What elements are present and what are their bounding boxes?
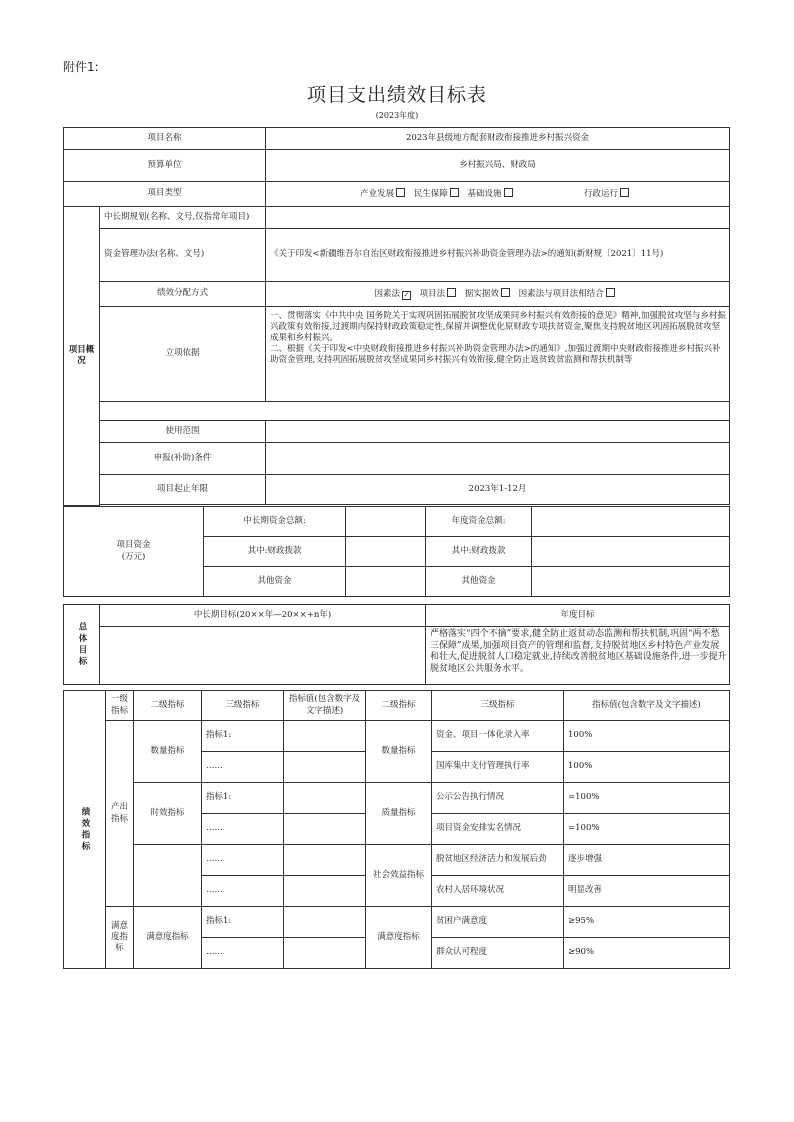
- dist-actual: 据实据效: [464, 288, 499, 299]
- project-name-label: 项目名称: [64, 128, 266, 150]
- type-industry: 产业发展: [360, 188, 395, 199]
- budget-unit-label: 预算单位: [64, 150, 266, 182]
- year-goal-header: 年度目标: [426, 605, 730, 627]
- checkbox-factor[interactable]: [402, 291, 411, 300]
- long-other-value: [346, 567, 426, 597]
- plan-label: 中长期规划(名称、文号,仅指常年项目): [100, 207, 266, 229]
- long-goal-text: [100, 627, 426, 685]
- right-row-4-name: 脱贫地区经济活力和发展后劲: [432, 845, 564, 876]
- indicators-section-cell: [64, 691, 106, 969]
- long-fiscal-label: 其中:财政拨款: [204, 537, 346, 567]
- left-timeliness-dots: ……: [202, 814, 284, 845]
- indicators-table: [63, 690, 730, 969]
- checkbox-infrastructure[interactable]: [504, 188, 513, 197]
- checkbox-project[interactable]: [447, 288, 456, 297]
- project-type-options: [266, 182, 730, 207]
- right-row-2-name: 公示公告执行情况: [432, 783, 564, 814]
- year-total-value: [532, 507, 730, 537]
- long-total-value: [346, 507, 426, 537]
- right-row-1-name: 国库集中支付管理执行率: [432, 752, 564, 783]
- right-satisfaction: 满意度指标: [366, 907, 432, 969]
- h-level1: 一级指标: [106, 691, 134, 721]
- distribution-label: 绩效分配方式: [100, 282, 266, 307]
- dist-combined: 因素法与项目法相结合: [518, 288, 604, 299]
- right-row-0-name: 资金、项目一体化录入率: [432, 721, 564, 752]
- period-value: 2023年1-12月: [266, 475, 730, 505]
- h-value-right: 指标值(包含数字及文字描述): [564, 691, 730, 721]
- right-row-6-value: ≥95%: [564, 907, 730, 938]
- left-satisfaction: 满意度指标: [134, 907, 202, 969]
- plan-value: [266, 207, 730, 229]
- project-info-table: [63, 127, 730, 506]
- funds-label: 项目资金: [116, 540, 151, 551]
- dist-project: 项目法: [419, 288, 446, 299]
- right-row-6-name: 贫困户满意度: [432, 907, 564, 938]
- basis-label: 立项依据: [100, 307, 266, 402]
- project-type-label: 项目类型: [64, 182, 266, 207]
- dist-factor: 因素法: [374, 288, 400, 299]
- long-fiscal-value: [346, 537, 426, 567]
- budget-unit-value: 乡村振兴局、财政局: [266, 150, 730, 182]
- right-row-5-name: 农村人居环境状况: [432, 876, 564, 907]
- page-title: 项目支出绩效目标表: [306, 84, 487, 106]
- right-row-3-value: =100%: [564, 814, 730, 845]
- left-quantity-ind1: 指标1:: [202, 721, 284, 752]
- year-other-value: [532, 567, 730, 597]
- year-fiscal-label: 其中:财政拨款: [426, 537, 532, 567]
- long-total-label: 中长期资金总额:: [204, 507, 346, 537]
- left-quantity: 数量指标: [134, 721, 202, 783]
- h-level2-right: 二级指标: [366, 691, 432, 721]
- overview-section-label: 项目概况: [64, 207, 100, 506]
- checkbox-combined[interactable]: [606, 288, 615, 297]
- right-row-7-name: 群众认可程度: [432, 938, 564, 969]
- type-livelihood: 民生保障: [413, 188, 448, 199]
- type-infrastructure: 基础设施: [467, 188, 502, 199]
- h-level3-right: 三级指标: [432, 691, 564, 721]
- year-goal-text: 严格落实“四个不摘”要求,健全防止返贫动态监测和帮扶机制,巩固“两不愁三保障”成果,加强项目资产的管理和监督,支持脱贫地区乡村特色产业发展和壮大,促进脱贫人口稳定就业,持续改善脱贫地区基础设施条件,进一步提升脱贫地区公共服务水平。: [426, 627, 730, 685]
- basis-text: 一、贯彻落实《中共中央 国务院关于实现巩固拓展脱贫攻坚成果同乡村振兴有效衔接的意见》精神,加强脱贫攻坚与乡村振兴政策有效衔接,过渡期内保持财政政策稳定性,保留并调整优化原财政专项扶贫资金,聚焦支持脱贫地区巩固拓展脱贫攻坚成果和乡村振兴。 二、根据《关于印发<中央财政衔接推进乡村振兴补助资金管理办法>的通知》,加强过渡期中央财政衔接推进乡村振兴补助资金管理,支持巩固拓展脱贫攻坚成果同乡村振兴有效衔接,健全防止返贫致贫监测和帮扶机制等: [266, 307, 730, 402]
- goals-section-cell: [64, 605, 100, 685]
- project-name-value: 2023年县级地方配套财政衔接推进乡村振兴资金: [266, 128, 730, 150]
- left-timeliness-ind1: 指标1:: [202, 783, 284, 814]
- right-row-3-name: 项目资金安排实名情况: [432, 814, 564, 845]
- funds-label-cell: [64, 507, 204, 597]
- left-extra-dots-1: ……: [202, 845, 284, 876]
- apply-value: [266, 443, 730, 475]
- checkbox-actual[interactable]: [501, 288, 510, 297]
- year-other-label: 其他资金: [426, 567, 532, 597]
- year-fiscal-value: [532, 537, 730, 567]
- right-social: 社会效益指标: [366, 845, 432, 907]
- apply-label: 申报(补助)条件: [100, 443, 266, 475]
- funds-unit: (万元): [121, 551, 146, 562]
- year-subtitle: (2023年度): [375, 111, 419, 120]
- period-label: 项目起止年限: [100, 475, 266, 505]
- scope-value: [266, 421, 730, 443]
- type-admin: 行政运行: [583, 188, 618, 199]
- attachment-label: 附件1:: [63, 60, 99, 74]
- left-timeliness: 时效指标: [134, 783, 202, 845]
- long-other-label: 其他资金: [204, 567, 346, 597]
- left-satisfaction-ind1: 指标1:: [202, 907, 284, 938]
- distribution-options: [266, 282, 730, 307]
- fund-method-value: 《关于印发<新疆维吾尔自治区财政衔接推进乡村振兴补助资金管理办法>的通知(新财规〔2021〕11号): [266, 229, 730, 282]
- right-row-2-value: =100%: [564, 783, 730, 814]
- indicators-label: 绩效指标: [80, 806, 91, 853]
- fund-method-label: 资金管理办法(名称、文号): [100, 229, 266, 282]
- h-level2: 二级指标: [134, 691, 202, 721]
- checkbox-livelihood[interactable]: [450, 188, 459, 197]
- goals-label: 总体目标: [77, 621, 88, 668]
- year-total-label: 年度资金总额:: [426, 507, 532, 537]
- right-row-0-value: 100%: [564, 721, 730, 752]
- scope-label: 使用范围: [100, 421, 266, 443]
- right-quality: 质量指标: [366, 783, 432, 845]
- long-goal-header: 中长期目标(20××年—20××+n年): [100, 605, 426, 627]
- satisfaction-level1: 满意度指标: [106, 907, 134, 969]
- right-row-4-value: 逐步增强: [564, 845, 730, 876]
- left-quantity-dots: ……: [202, 752, 284, 783]
- h-level3: 三级指标: [202, 691, 284, 721]
- left-extra-dots-2: ……: [202, 876, 284, 907]
- funds-table: [63, 506, 730, 691]
- checkbox-industry[interactable]: [396, 188, 405, 197]
- left-satisfaction-dots: ……: [202, 938, 284, 969]
- h-value: 指标值(包含数字及文字描述): [284, 691, 366, 721]
- right-quantity: 数量指标: [366, 721, 432, 783]
- output-label: 产出指标: [106, 721, 134, 907]
- right-row-5-value: 明显改善: [564, 876, 730, 907]
- right-row-7-value: ≥90%: [564, 938, 730, 969]
- checkbox-admin[interactable]: [620, 188, 629, 197]
- right-row-1-value: 100%: [564, 752, 730, 783]
